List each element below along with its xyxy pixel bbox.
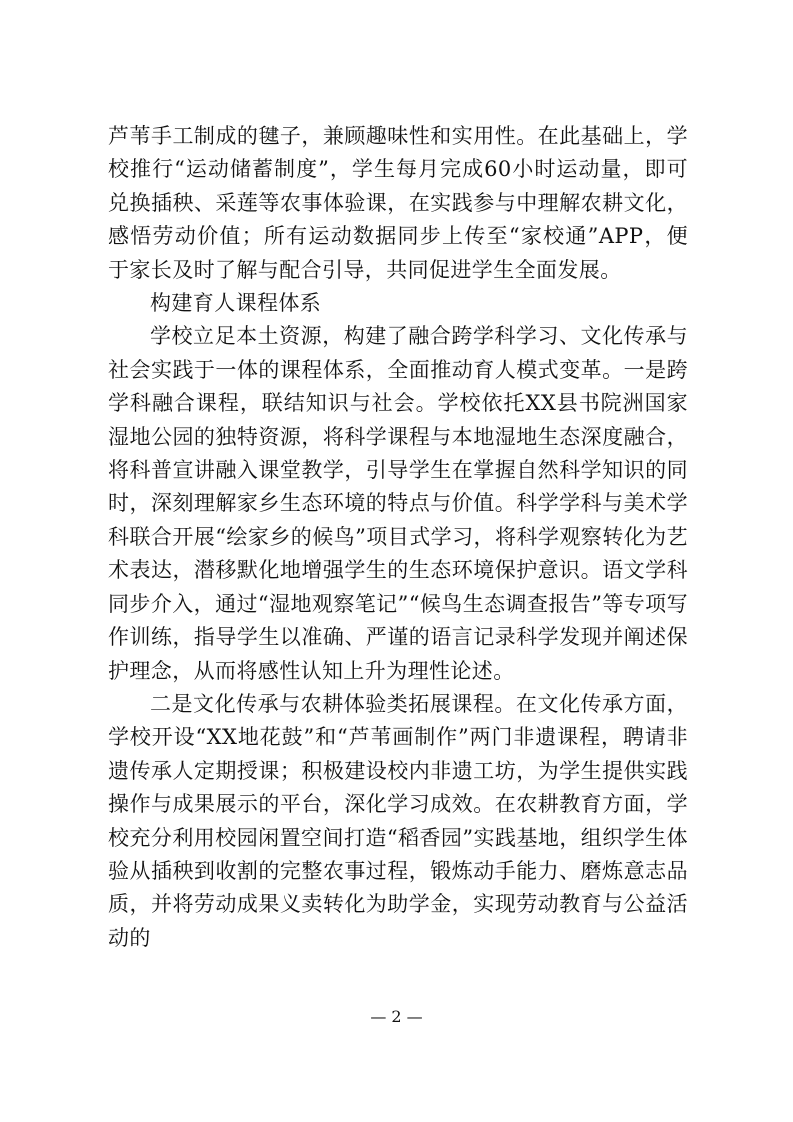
- body-text: [108, 120, 688, 955]
- paragraph-continuation: 芦苇手工制成的毽子，兼顾趣味性和实用性。在此基础上，学校推行“运动储蓄制度”，学生每月完成60小时运动量，即可兑换插秧、采莲等农事体验课，在实践参与中理解农耕文化，感悟劳动价值；所有运动数据同步上传至“家校通”APP，便于家长及时了解与配合引导，共同促进学生全面发展。: [108, 124, 688, 282]
- page-number: — 2 —: [370, 1007, 423, 1026]
- paragraph-cultural-heritage: 二是文化传承与农耕体验类拓展课程。在文化传承方面，学校开设“XX地花鼓”和“芦苇画制作”两门非遗课程，聘请非遗传承人定期授课；积极建设校内非遗工坊，为学生提供实践操作与成果展示的平台，深化学习成效。在农耕教育方面，学校充分利用校园闲置空间打造“稻香园”实践基地，组织学生体验从插秧到收割的完整农事过程，锻炼动手能力、磨炼意志品质，并将劳动成果义卖转化为助学金，实现劳动教育与公益活动的: [108, 691, 688, 950]
- paragraph-curriculum-system: 学校立足本土资源，构建了融合跨学科学习、文化传承与社会实践于一体的课程体系，全面推动育人模式变革。一是跨学科融合课程，联结知识与社会。学校依托XX县书院洲国家湿地公园的独特资源，将科学课程与本地湿地生态深度融合，将科普宣讲融入课堂教学，引导学生在掌握自然科学知识的同时，深刻理解家乡生态环境的特点与价值。科学学科与美术学科联合开展“绘家乡的候鸟”项目式学习，将科学观察转化为艺术表达，潜移默化地增强学生的生态环境保护意识。语文学科同步介入，通过“湿地观察笔记”“候鸟生态调查报告”等专项写作训练，指导学生以准确、严谨的语言记录科学发现并阐述保护理念，从而将感性认知上升为理性论述。: [108, 324, 688, 683]
- section-heading: 构建育人课程体系: [150, 291, 322, 316]
